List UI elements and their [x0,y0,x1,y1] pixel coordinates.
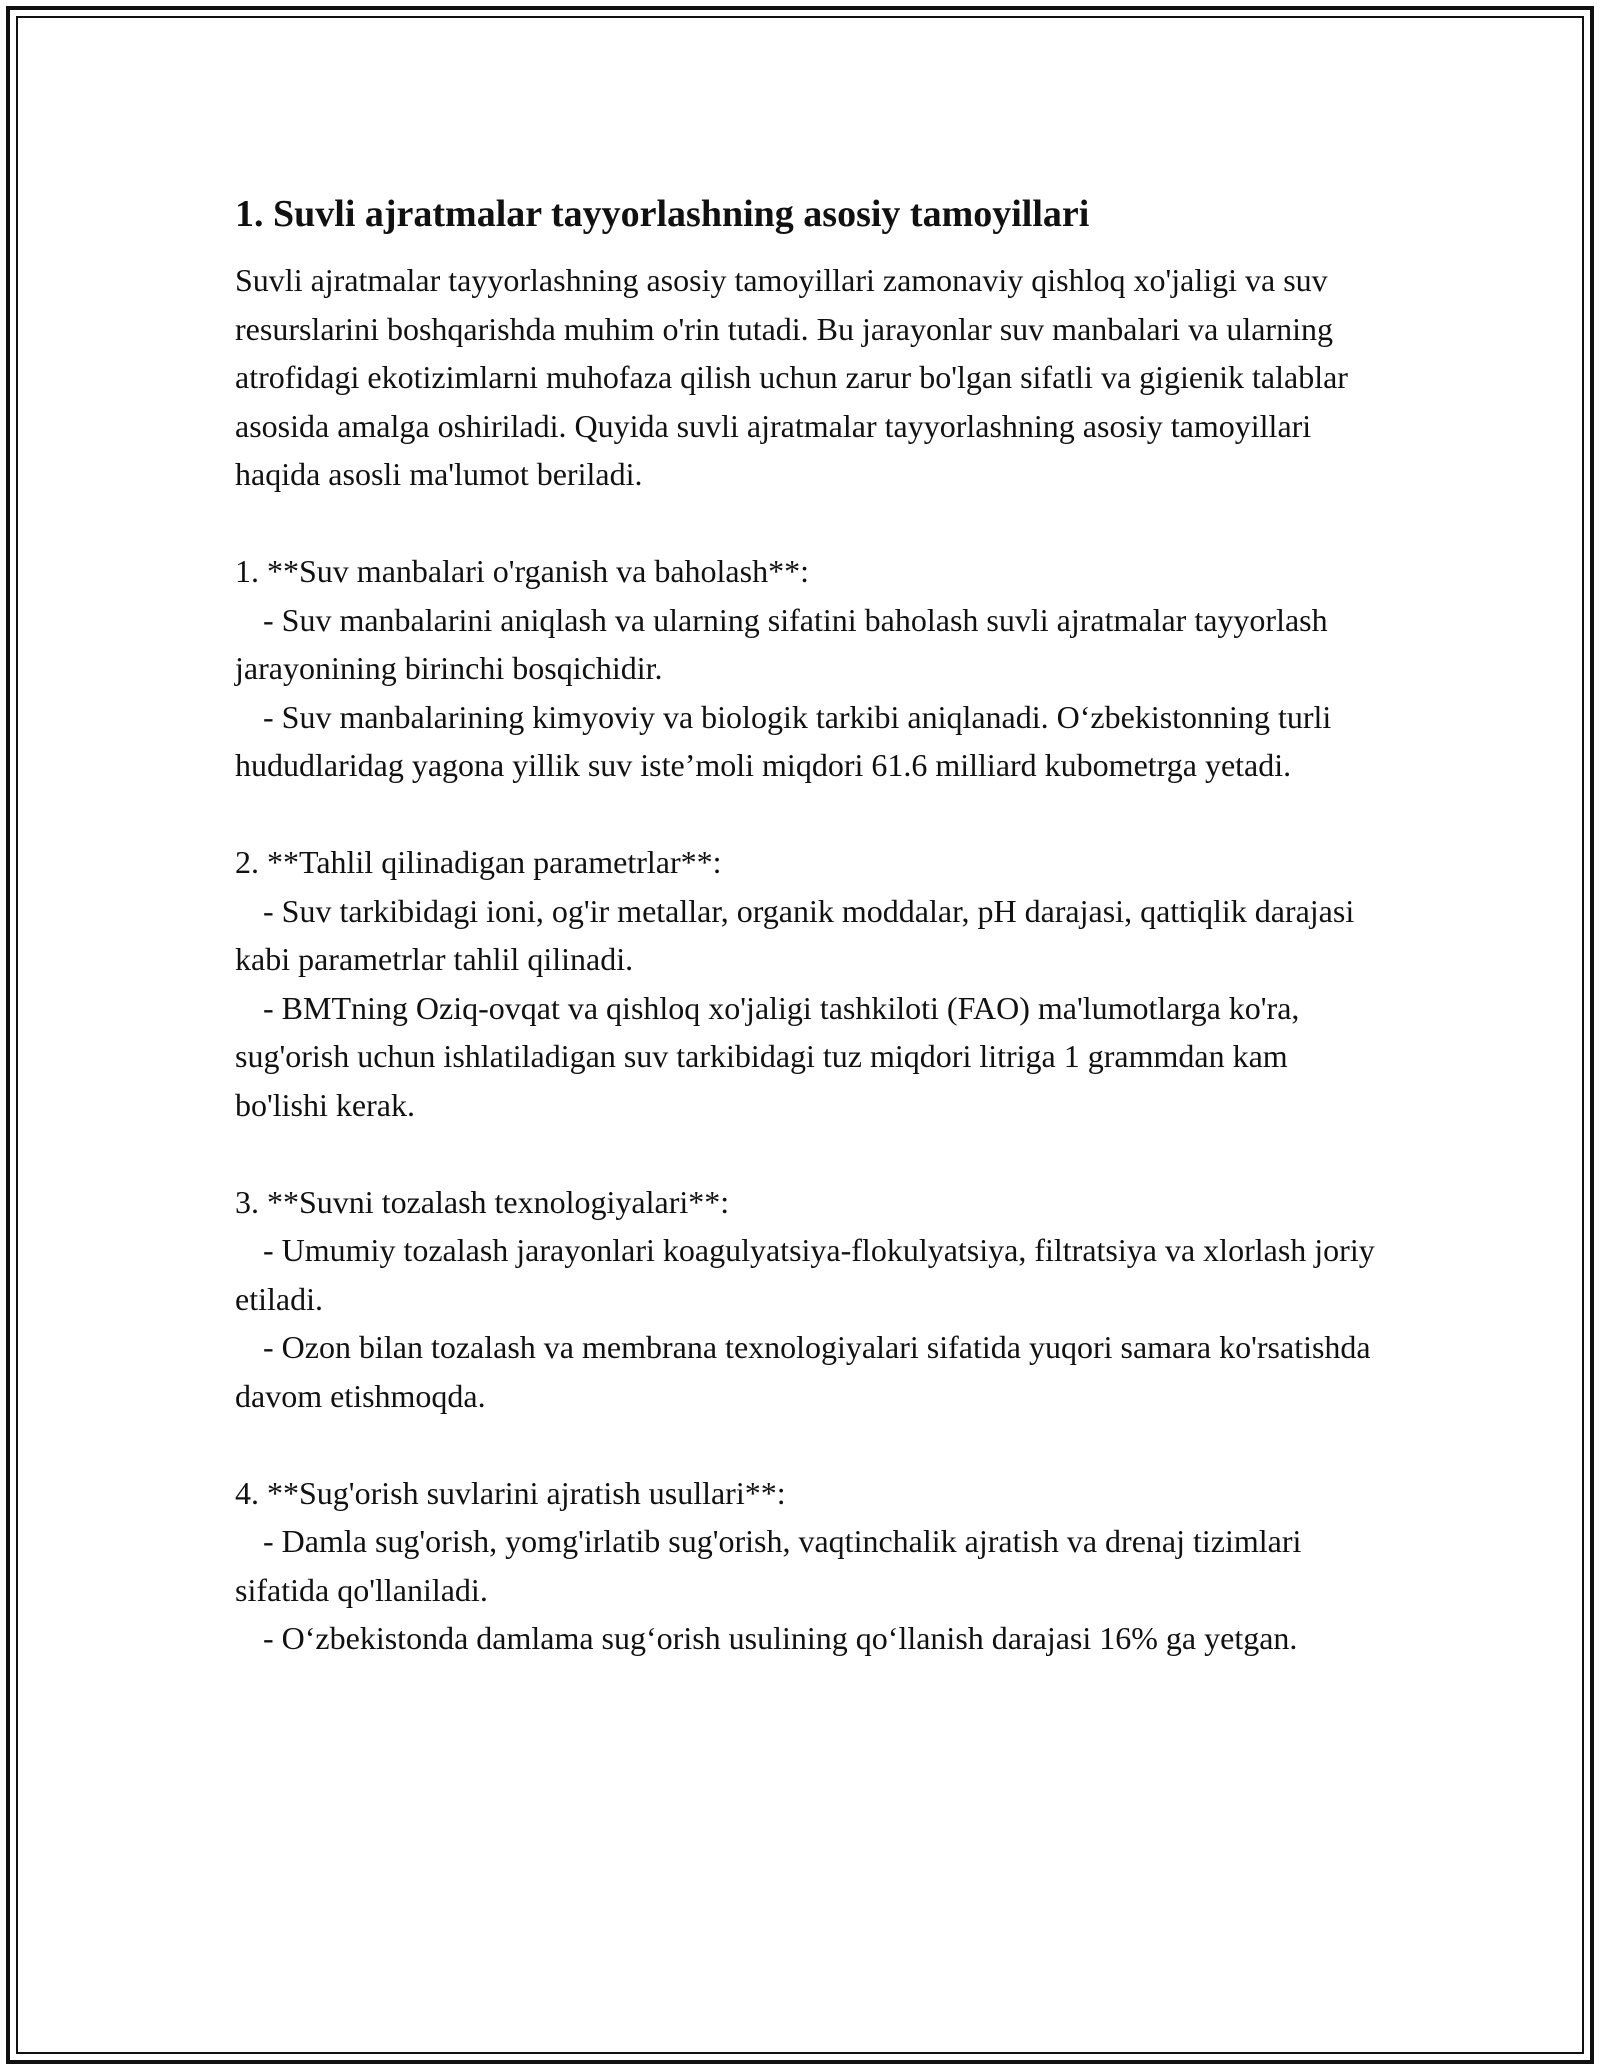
section-2 [235,838,1375,1129]
bullet-item: - Suv manbalarining kimyoviy va biologik tarkibi aniqlanadi. O‘zbekistonning turli hududlaridag yagona yillik suv iste’moli miqdori 61.6 milliard kubometrga yetadi. [235,698,1340,783]
section-heading: 1. **Suv manbalari o'rganish va baholash**: [235,553,809,589]
bullet-item: - Umumiy tozalash jarayonlari koagulyatsiya-flokulyatsiya, filtratsiya va xlorlash joriy etiladi. [235,1232,1383,1317]
section-1 [235,547,1375,790]
bullet-item: - O‘zbekistonda damlama sug‘orish usulining qo‘llanish darajasi 16% ga yetgan. [263,1620,1298,1656]
bullet-item: - Suv tarkibidagi ioni, og'ir metallar, organik moddalar, pH darajasi, qattiqlik darajasi kabi parametrlar tahlil qilinadi. [235,892,1363,977]
section-heading: 2. **Tahlil qilinadigan parametrlar**: [235,844,722,880]
intro-paragraph: Suvli ajratmalar tayyorlashning asosiy tamoyillari zamonaviy qishloq xo'jaligi va suv resurslarini boshqarishda muhim o'rin tutadi. Bu jarayonlar suv manbalari va ularning atrofidagi ekotizimlarni muhofaza qilish uchun zarur bo'lgan sifatli va gigienik talablar asosida amalga oshiriladi. Quyida suvli ajratmalar tayyorlashning asosiy tamoyillari haqida asosli ma'lumot beriladi. [235,262,1356,492]
bullet-item: - Damla sug'orish, yomg'irlatib sug'orish, vaqtinchalik ajratish va drenaj tizimlari sifatida qo'llaniladi. [235,1523,1310,1608]
document-title: 1. Suvli ajratmalar tayyorlashning asosiy tamoyillari [235,193,1090,235]
bullet-item: - Suv manbalarini aniqlash va ularning sifatini baholash suvli ajratmalar tayyorlash jarayonining birinchi bosqichidir. [235,601,1336,686]
bullet-item: - BMTning Oziq-ovqat va qishloq xo'jaligi tashkiloti (FAO) ma'lumotlarga ko'ra, sug'orish uchun ishlatiladigan suv tarkibidagi tuz miqdori litriga 1 grammdan kam bo'lishi kerak. [235,989,1308,1123]
section-3 [235,1178,1383,1421]
bullet-item: - Ozon bilan tozalash va membrana texnologiyalari sifatida yuqori samara ko'rsatishda davom etishmoqda. [235,1329,1379,1414]
section-heading: 4. **Sug'orish suvlarini ajratish usullari**: [235,1474,786,1511]
section-4 [235,1469,1375,1663]
section-heading: 3. **Suvni tozalash texnologiyalari**: [235,1183,730,1220]
document-body [235,186,1383,1663]
